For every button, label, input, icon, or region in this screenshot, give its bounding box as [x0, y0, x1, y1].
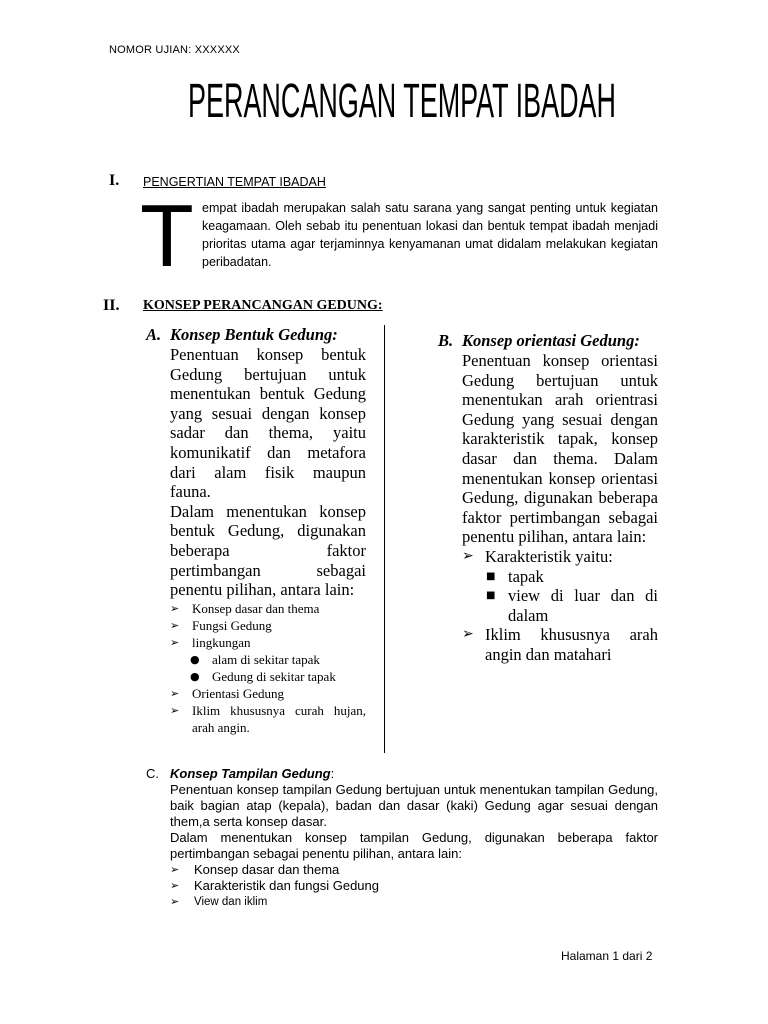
- arrow-bullet-icon: ➢: [170, 863, 180, 876]
- concept-appearance-section: [146, 766, 658, 910]
- sub-list-item: ■ view di luar dan di dalam: [486, 586, 658, 625]
- list-item: ➢ Karakteristik yaitu:: [462, 546, 613, 566]
- document-title: [188, 62, 618, 124]
- concept-form-para-2: Dalam menentukan konsep bentuk Gedung, digunakan beberapa faktor pertimbangan sebagai penentu pilihan, antara lain:: [170, 501, 366, 600]
- arrow-bullet-icon: ➢: [462, 547, 474, 564]
- section-1-heading: PENGERTIAN TEMPAT IBADAH: [143, 175, 326, 189]
- list-item: ➢ Karakteristik dan fungsi Gedung: [170, 878, 379, 893]
- arrow-bullet-icon: ➢: [170, 703, 180, 717]
- list-item: ➢ Iklim khususnya curah hujan, arah angin.: [170, 702, 366, 735]
- dot-bullet-icon: ●: [190, 669, 200, 683]
- page-number: Halaman 1 dari 2: [561, 949, 653, 963]
- list-item: ➢ lingkungan: [170, 634, 251, 650]
- intro-paragraph: empat ibadah merupakan salah satu sarana yang sangat penting untuk kegiatan keagamaan. Oleh sebab itu penentuan lokasi dan bentuk tempat ibadah menjadi prioritas utama agar terjaminnya kenyamanan umat didalam melakukan kegiatan peribadatan.: [202, 201, 658, 269]
- list-item: ➢ Konsep dasar dan thema: [170, 862, 340, 877]
- concept-orientation-label: B.: [438, 331, 454, 350]
- concept-orientation-title-text: Konsep orientasi Gedung:: [462, 331, 640, 350]
- sub-list-item: ● alam di sekitar tapak: [190, 651, 320, 667]
- arrow-bullet-icon: ➢: [170, 895, 180, 908]
- dot-bullet-icon: ●: [190, 652, 200, 666]
- concept-form-title: [146, 325, 366, 345]
- concept-appearance-para-2: Dalam menentukan konsep tampilan Gedung, digunakan beberapa faktor pertimbangan sebagai penentu pilihan, antara lain:: [170, 830, 658, 861]
- concept-appearance-colon: :: [330, 766, 335, 781]
- sub-list-item: ● Gedung di sekitar tapak: [190, 668, 336, 684]
- arrow-bullet-icon: ➢: [170, 601, 180, 615]
- concept-form-column: [146, 325, 366, 736]
- list-item: ➢ Konsep dasar dan thema: [170, 600, 320, 616]
- arrow-bullet-icon: ➢: [170, 618, 180, 632]
- exam-number: NOMOR UJIAN: XXXXXX: [109, 44, 240, 56]
- section-2-number: II.: [103, 297, 120, 314]
- arrow-bullet-icon: ➢: [462, 626, 474, 643]
- arrow-bullet-icon: ➢: [170, 879, 180, 892]
- concept-appearance-label: C.: [146, 766, 159, 781]
- section-1-number: I.: [109, 172, 120, 189]
- list-item: ➢ Orientasi Gedung: [170, 685, 285, 701]
- concept-form-label: A.: [146, 325, 162, 344]
- concept-appearance-title-text: Konsep Tampilan Gedung: [170, 766, 331, 781]
- arrow-bullet-icon: ➢: [170, 635, 180, 649]
- section-2-heading: KONSEP PERANCANGAN GEDUNG:: [143, 298, 383, 313]
- concept-orientation-title: [438, 331, 658, 351]
- sub-list-item: ■ tapak: [486, 566, 544, 586]
- list-item: ➢ Fungsi Gedung: [170, 617, 272, 633]
- document-title-text: PERANCANGAN TEMPAT IBADAH: [188, 73, 616, 124]
- drop-cap: T: [140, 186, 194, 285]
- concept-form-title-text: Konsep Bentuk Gedung:: [170, 325, 338, 344]
- concept-form-para-1: Penentuan konsep bentuk Gedung bertujuan untuk menentukan bentuk Gedung yang sesuai dengan konsep sadar dan thema, yaitu komunikatif dan metafora dari alam fisik maupun fauna.: [170, 345, 366, 502]
- arrow-bullet-icon: ➢: [170, 686, 180, 700]
- concept-appearance-title: [146, 766, 658, 782]
- square-bullet-icon: ■: [486, 590, 496, 602]
- concept-orientation-column: [438, 331, 658, 665]
- concept-orientation-para: Penentuan konsep orientasi Gedung bertujuan untuk menentukan arah orientrasi Gedung yang sesuai dengan karakteristik tapak, konsep dasar dan thema. Dalam menentukan konsep orientasi Gedung, digunakan beberapa faktor pertimbangan sebagai penentu pilihan, antara lain:: [462, 351, 658, 547]
- list-item: ➢ View dan iklim: [170, 895, 268, 908]
- list-item: ➢ Iklim khususnya arah angin dan matahari: [462, 625, 658, 664]
- concept-form-list: [170, 600, 366, 736]
- concept-appearance-list: [170, 862, 658, 910]
- concept-orientation-list: [462, 547, 658, 665]
- column-divider: [384, 325, 385, 753]
- concept-appearance-para-1: Penentuan konsep tampilan Gedung bertujuan untuk menentukan tampilan Gedung, baik bagian atap (kepala), badan dan dasar (kaki) Gedung agar sesuai dengan them,a serta konsep dasar.: [170, 782, 658, 829]
- square-bullet-icon: ■: [486, 570, 496, 582]
